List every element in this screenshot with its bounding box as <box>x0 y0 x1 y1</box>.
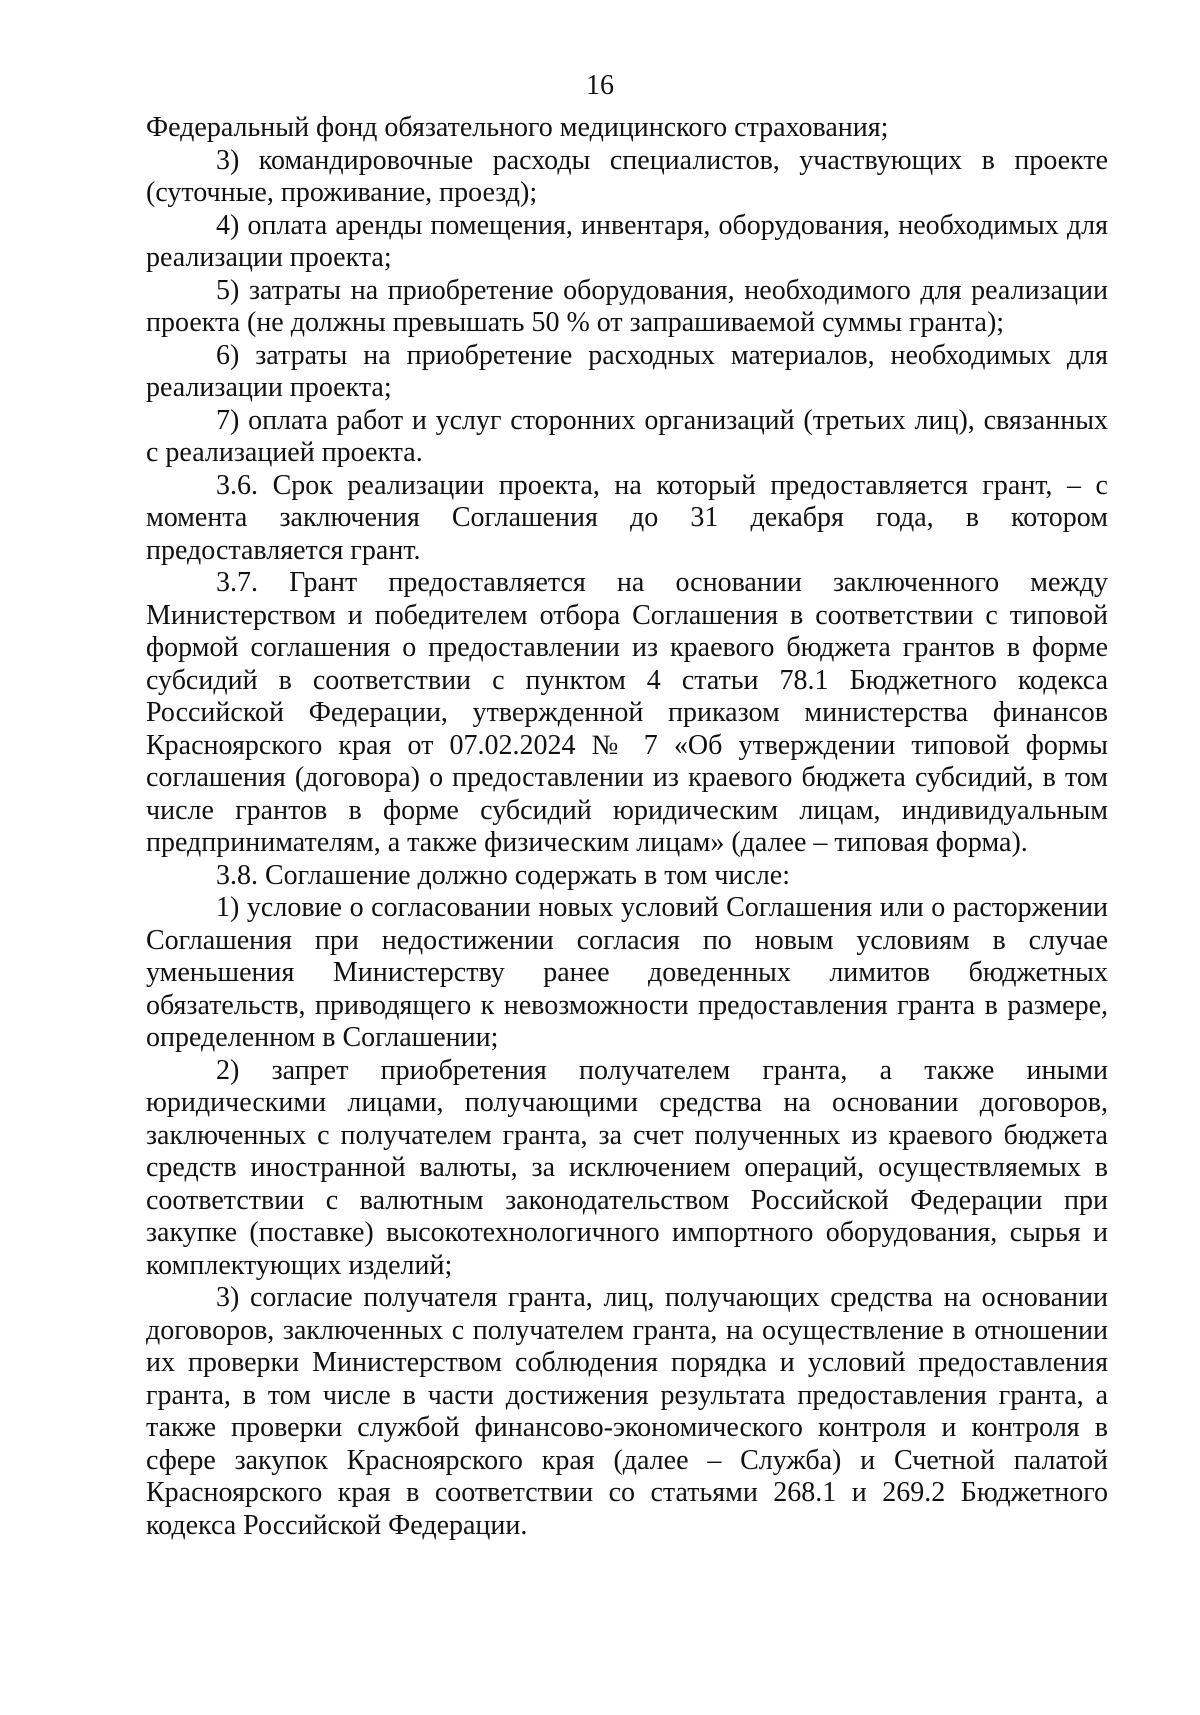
paragraph: 3.6. Срок реализации проекта, на который предоставляется грант, – с момента заключения Соглашения до 31 декабря года, в котором предоставляется грант. <box>146 469 1108 566</box>
paragraph: 3) командировочные расходы специалистов, участвующих в проекте (суточные, проживание, проезд); <box>146 144 1108 208</box>
paragraph: Федеральный фонд обязательного медицинского страхования; <box>146 112 889 143</box>
paragraph: 3) согласие получателя гранта, лиц, получающих средства на основании договоров, заключенных с получателем гранта, на осуществление в отношении их проверки Министерством соблюдения порядка и условий предоставления гранта, в том числе в части достижения результата предоставления гранта, а также проверки службой финансово-экономического контроля и контроля в сфере закупок Красноярского края (далее – Служба) и Счетной палатой Красноярского края в соответствии со статьями 268.1 и 269.2 Бюджетного кодекса Российской Федерации. <box>146 1282 1108 1541</box>
paragraph: 3.8. Соглашение должно содержать в том числе: <box>216 859 790 891</box>
paragraph: 4) оплата аренды помещения, инвентаря, оборудования, необходимых для реализации проекта; <box>146 209 1108 273</box>
paragraph: 1) условие о согласовании новых условий Соглашения или о расторжении Соглашения при недостижении согласия по новым условиям в случае уменьшения Министерству ранее доведенных лимитов бюджетных обязательств, приводящего к невозможности предоставления гранта в размере, определенном в Соглашении; <box>146 892 1108 1053</box>
paragraph: 5) затраты на приобретение оборудования, необходимого для реализации проекта (не должны превышать 50 % от запрашиваемой суммы гранта); <box>146 274 1108 338</box>
paragraph: 6) затраты на приобретение расходных материалов, необходимых для реализации проекта; <box>146 339 1108 403</box>
paragraph: 2) запрет приобретения получателем гранта, а также иными юридическими лицами, получающими средства на основании договоров, заключенных с получателем гранта, за счет полученных из краевого бюджета средств иностранной валюты, за исключением операций, осуществляемых в соответствии с валютным законодательством Российской Федерации при закупке (поставке) высокотехнологичного импортного оборудования, сырья и комплектующих изделий; <box>146 1054 1108 1281</box>
page-number: 16 <box>586 70 614 101</box>
document-body <box>146 112 1108 1542</box>
paragraph: 7) оплата работ и услуг сторонних организаций (третьих лиц), связанных с реализацией проекта. <box>146 404 1108 468</box>
paragraph: 3.7. Грант предоставляется на основании заключенного между Министерством и победителем отбора Соглашения в соответствии с типовой формой соглашения о предоставлении из краевого бюджета грантов в форме субсидий в соответствии с пунктом 4 статьи 78.1 Бюджетного кодекса Российской Федерации, утвержденной приказом министерства финансов Красноярского края от 07.02.2024 № 7 «Об утверждении типовой формы соглашения (договора) о предоставлении из краевого бюджета субсидий, в том числе грантов в форме субсидий юридическим лицам, индивидуальным предпринимателям, а также физическим лицам» (далее – типовая форма). <box>146 567 1108 858</box>
